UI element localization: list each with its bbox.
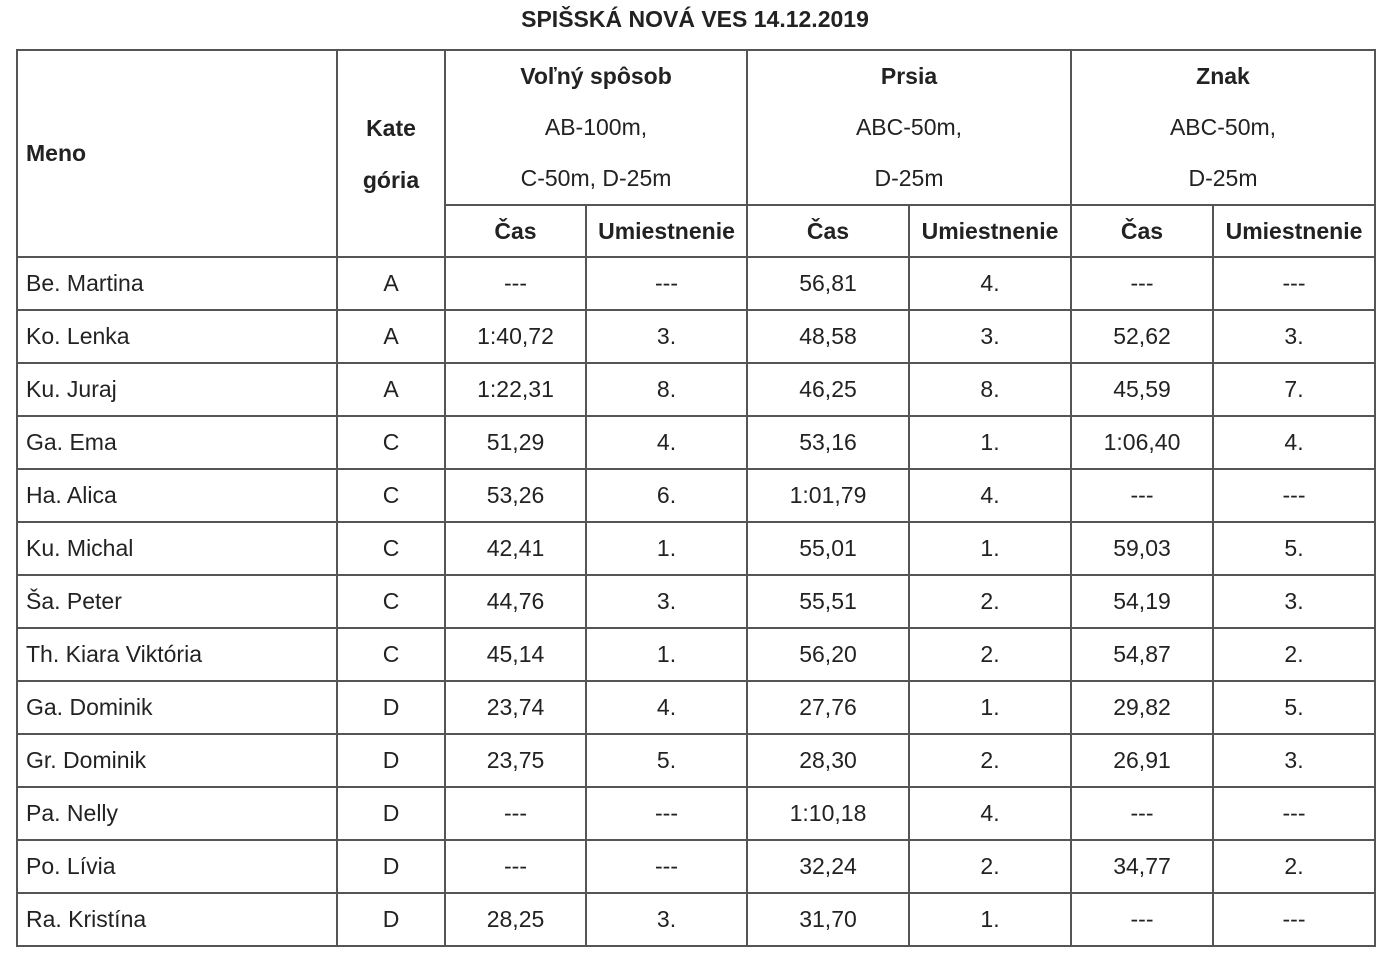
cell-breaststroke-place: 1. [909,522,1071,575]
cell-backstroke-time: --- [1071,469,1213,522]
cell-freestyle-place: 1. [586,628,747,681]
cell-backstroke-time: 54,87 [1071,628,1213,681]
cell-freestyle-place: 5. [586,734,747,787]
cell-breaststroke-time: 46,25 [747,363,909,416]
cell-category: A [337,363,445,416]
cell-category: C [337,522,445,575]
cell-breaststroke-time: 56,20 [747,628,909,681]
cell-name: Ra. Kristína [17,893,337,946]
header-category [337,50,445,257]
header-time: Čas [445,205,586,257]
cell-freestyle-time: 1:40,72 [445,310,586,363]
header-row-groups [17,50,1375,205]
cell-backstroke-place: --- [1213,787,1375,840]
header-place: Umiestnenie [909,205,1071,257]
cell-backstroke-time: 34,77 [1071,840,1213,893]
cell-name: Pa. Nelly [17,787,337,840]
group-distance: D-25m [1188,165,1258,191]
cell-backstroke-time: --- [1071,893,1213,946]
group-distance: ABC-50m, [1169,114,1277,140]
cell-freestyle-time: 53,26 [445,469,586,522]
cell-category: A [337,310,445,363]
cell-name: Ku. Juraj [17,363,337,416]
header-category-line2: gória [362,166,420,193]
cell-name: Gr. Dominik [17,734,337,787]
cell-backstroke-place: 2. [1213,840,1375,893]
cell-breaststroke-place: 2. [909,628,1071,681]
cell-backstroke-time: 54,19 [1071,575,1213,628]
cell-category: D [337,893,445,946]
cell-category: D [337,787,445,840]
group-distance: C-50m, D-25m [520,165,672,191]
table-row [17,469,1375,522]
header-group-freestyle [445,50,747,205]
table-row [17,522,1375,575]
cell-freestyle-time: 23,74 [445,681,586,734]
cell-backstroke-place: 4. [1213,416,1375,469]
cell-freestyle-place: 4. [586,416,747,469]
cell-name: Ku. Michal [17,522,337,575]
cell-backstroke-place: 2. [1213,628,1375,681]
table-row [17,840,1375,893]
cell-freestyle-place: 1. [586,522,747,575]
cell-breaststroke-time: 1:01,79 [747,469,909,522]
group-name: Znak [1196,63,1250,89]
cell-breaststroke-time: 53,16 [747,416,909,469]
cell-name: Ša. Peter [17,575,337,628]
cell-freestyle-place: --- [586,787,747,840]
cell-backstroke-time: 45,59 [1071,363,1213,416]
cell-backstroke-time: 26,91 [1071,734,1213,787]
group-name: Prsia [880,63,938,89]
cell-backstroke-place: --- [1213,893,1375,946]
cell-category: A [337,257,445,310]
cell-category: C [337,628,445,681]
cell-category: C [337,575,445,628]
cell-freestyle-time: 42,41 [445,522,586,575]
cell-breaststroke-time: 1:10,18 [747,787,909,840]
cell-backstroke-time: --- [1071,787,1213,840]
cell-freestyle-place: 3. [586,310,747,363]
cell-category: D [337,840,445,893]
cell-backstroke-time: 29,82 [1071,681,1213,734]
cell-breaststroke-place: 1. [909,681,1071,734]
cell-breaststroke-place: 2. [909,840,1071,893]
cell-freestyle-place: 8. [586,363,747,416]
cell-freestyle-time: 28,25 [445,893,586,946]
cell-backstroke-time: --- [1071,257,1213,310]
cell-backstroke-time: 52,62 [1071,310,1213,363]
cell-freestyle-place: 4. [586,681,747,734]
cell-backstroke-place: 5. [1213,681,1375,734]
cell-backstroke-time: 59,03 [1071,522,1213,575]
cell-name: Ga. Dominik [17,681,337,734]
cell-breaststroke-place: 1. [909,893,1071,946]
group-distance: ABC-50m, [855,114,963,140]
cell-name: Ko. Lenka [17,310,337,363]
cell-breaststroke-time: 55,51 [747,575,909,628]
cell-freestyle-time: 44,76 [445,575,586,628]
cell-breaststroke-place: 2. [909,734,1071,787]
page-title: SPIŠSKÁ NOVÁ VES 14.12.2019 [521,6,869,32]
cell-freestyle-place: --- [586,840,747,893]
cell-backstroke-place: 3. [1213,575,1375,628]
cell-freestyle-time: 45,14 [445,628,586,681]
cell-name: Po. Lívia [17,840,337,893]
cell-name: Th. Kiara Viktória [17,628,337,681]
cell-breaststroke-place: 1. [909,416,1071,469]
cell-freestyle-time: --- [445,840,586,893]
cell-breaststroke-time: 55,01 [747,522,909,575]
cell-freestyle-time: --- [445,257,586,310]
table-row [17,363,1375,416]
cell-backstroke-place: 3. [1213,310,1375,363]
cell-name: Be. Martina [17,257,337,310]
cell-breaststroke-place: 3. [909,310,1071,363]
cell-category: C [337,469,445,522]
header-category-line1: Kate [366,114,416,141]
header-place: Umiestnenie [586,205,747,257]
cell-backstroke-place: 5. [1213,522,1375,575]
cell-freestyle-place: 3. [586,893,747,946]
cell-freestyle-place: 6. [586,469,747,522]
group-distance: AB-100m, [544,114,648,140]
cell-freestyle-time: 1:22,31 [445,363,586,416]
group-distance: D-25m [874,165,944,191]
cell-backstroke-time: 1:06,40 [1071,416,1213,469]
cell-freestyle-time: --- [445,787,586,840]
table-row [17,628,1375,681]
cell-freestyle-place: --- [586,257,747,310]
table-row [17,681,1375,734]
cell-backstroke-place: 7. [1213,363,1375,416]
cell-freestyle-time: 23,75 [445,734,586,787]
table-row [17,310,1375,363]
cell-backstroke-place: --- [1213,257,1375,310]
cell-freestyle-time: 51,29 [445,416,586,469]
cell-breaststroke-time: 56,81 [747,257,909,310]
cell-breaststroke-time: 48,58 [747,310,909,363]
table-row [17,734,1375,787]
header-name: Meno [17,50,337,257]
table-row [17,416,1375,469]
cell-breaststroke-time: 27,76 [747,681,909,734]
cell-category: D [337,734,445,787]
header-time: Čas [747,205,909,257]
cell-breaststroke-time: 31,70 [747,893,909,946]
header-group-backstroke [1071,50,1375,205]
header-place: Umiestnenie [1213,205,1375,257]
header-time: Čas [1071,205,1213,257]
cell-category: D [337,681,445,734]
table-row [17,787,1375,840]
results-table [16,49,1376,947]
group-name: Voľný spôsob [520,63,672,89]
table-row [17,893,1375,946]
cell-breaststroke-time: 28,30 [747,734,909,787]
cell-name: Ha. Alica [17,469,337,522]
cell-name: Ga. Ema [17,416,337,469]
table-row [17,257,1375,310]
cell-backstroke-place: --- [1213,469,1375,522]
cell-freestyle-place: 3. [586,575,747,628]
header-group-breaststroke [747,50,1071,205]
cell-backstroke-place: 3. [1213,734,1375,787]
cell-breaststroke-place: 8. [909,363,1071,416]
cell-breaststroke-place: 4. [909,257,1071,310]
cell-category: C [337,416,445,469]
cell-breaststroke-time: 32,24 [747,840,909,893]
cell-breaststroke-place: 4. [909,787,1071,840]
table-row [17,575,1375,628]
cell-breaststroke-place: 2. [909,575,1071,628]
cell-breaststroke-place: 4. [909,469,1071,522]
